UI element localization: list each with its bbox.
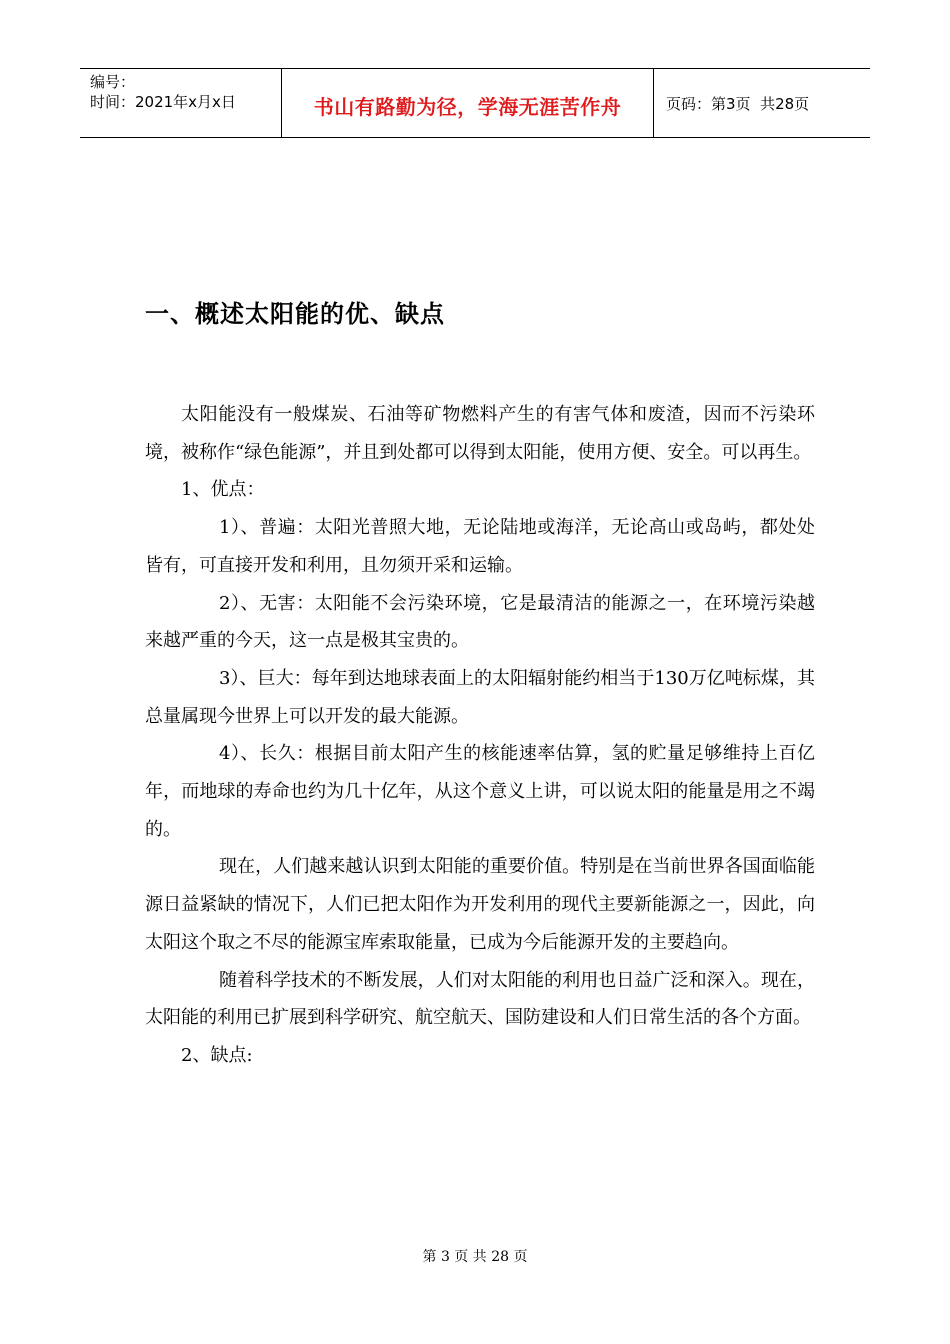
applications-paragraph: 随着科学技术的不断发展，人们对太阳能的利用也日益广泛和深入。现在，太阳能的利用已扩展到科学研究、航空航天、国防建设和人们日常生活的各个方面。 xyxy=(145,969,815,1029)
section-title: 一、概述太阳能的优、缺点 xyxy=(145,300,445,328)
page-header xyxy=(80,68,870,138)
advantage-item-4: 4）、长久：根据目前太阳产生的核能速率估算，氢的贮量足够维持上百亿年，而地球的寿命也约为几十亿年，从这个意义上讲，可以说太阳的能量是用之不竭的。 xyxy=(145,743,815,840)
document-body xyxy=(145,396,815,1075)
disadvantages-heading: 2、缺点: xyxy=(181,1044,253,1066)
advantage-item-1: 1）、普遍：太阳光普照大地，无论陆地或海洋，无论高山或岛屿，都处处皆有，可直接开发和利用，且勿须开采和运输。 xyxy=(145,517,815,576)
header-page-info xyxy=(654,69,870,137)
header-motto: 书山有路勤为径，学海无涯苦作舟 xyxy=(282,69,654,137)
importance-paragraph: 现在，人们越来越认识到太阳能的重要价值。特别是在当前世界各国面临能源日益紧缺的情况下，人们已把太阳作为开发利用的现代主要新能源之一，因此，向太阳这个取之不尽的能源宝库索取能量，已成为今后能源开发的主要趋向。 xyxy=(145,856,815,953)
document-number-label: 编号： xyxy=(90,73,136,91)
advantages-heading: 1、优点： xyxy=(181,479,265,501)
advantage-item-2: 2）、无害：太阳能不会污染环境，它是最清洁的能源之一，在环境污染越来越严重的今天，这一点是极其宝贵的。 xyxy=(145,592,815,652)
header-page-info-text: 页码：第3页 共28页 xyxy=(666,94,810,113)
footer-page-number: 第 3 页 共 28 页 xyxy=(422,1249,528,1265)
page-footer xyxy=(0,1246,950,1266)
header-meta xyxy=(80,69,282,137)
advantage-item-3: 3）、巨大：每年到达地球表面上的太阳辐射能约相当于130万亿吨标煤，其总量属现今世界上可以开发的最大能源。 xyxy=(145,667,815,727)
document-time-label: 时间：2021年x月x日 xyxy=(90,93,236,111)
intro-paragraph: 太阳能没有一般煤炭、石油等矿物燃料产生的有害气体和废渣，因而不污染环境，被称作“绿色能源”，并且到处都可以得到太阳能，使用方便、安全。可以再生。 xyxy=(145,404,815,463)
